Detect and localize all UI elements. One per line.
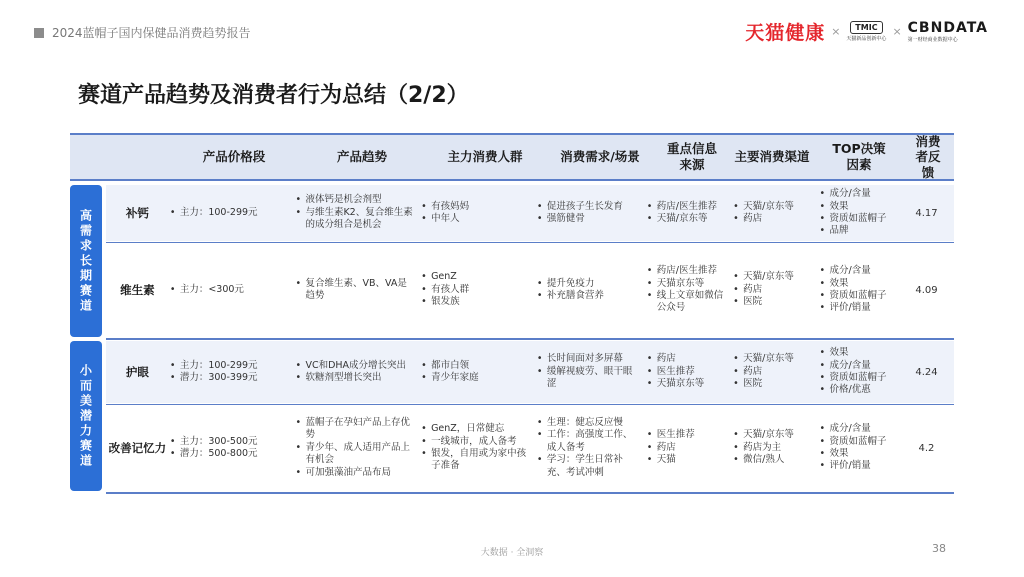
bullet-item: • 青少年、成人适用产品上有机会 bbox=[294, 442, 416, 467]
cell-need bbox=[536, 278, 646, 303]
bullet-item: • 银发族 bbox=[420, 296, 532, 308]
bullet-list bbox=[536, 201, 642, 226]
cell-crowd bbox=[420, 271, 536, 308]
bullet-item: • 效果 bbox=[819, 448, 899, 460]
cell-price bbox=[169, 284, 295, 296]
bullet-item: • 效果 bbox=[819, 347, 899, 359]
column-header: 主要消费渠道 bbox=[734, 149, 810, 165]
bullet-item: • 价格/优惠 bbox=[819, 384, 899, 396]
bullet-list bbox=[169, 360, 291, 385]
bullet-item: • 有孩妈妈 bbox=[420, 201, 532, 213]
bullet-item: • VC和DHA成分增长突出 bbox=[294, 360, 416, 372]
bullet-item: • 潜力：500-800元 bbox=[169, 448, 291, 460]
header-square-icon bbox=[34, 28, 44, 38]
cell-info bbox=[646, 353, 732, 390]
bullet-list bbox=[420, 201, 532, 226]
cell-info bbox=[646, 429, 732, 466]
bullet-item: • 成分/含量 bbox=[819, 360, 899, 372]
bullet-item: • 天猫京东等 bbox=[646, 378, 728, 390]
bullet-list bbox=[732, 429, 814, 466]
bullet-item: • 可加强藻油产品布局 bbox=[294, 467, 416, 479]
bullet-item: • 主力：100-299元 bbox=[169, 207, 291, 219]
bullet-item: • 效果 bbox=[819, 278, 899, 290]
cbndata-logo bbox=[908, 20, 988, 43]
bullet-item: • 医生推荐 bbox=[646, 366, 728, 378]
bullet-item: • 效果 bbox=[819, 201, 899, 213]
bullet-item: • 药店/医生推荐 bbox=[646, 265, 728, 277]
cell-channel bbox=[732, 201, 818, 226]
logo-separator: × bbox=[831, 25, 841, 38]
partner-logos bbox=[745, 18, 988, 45]
bullet-list bbox=[536, 278, 642, 303]
bullet-item: • 药店 bbox=[732, 366, 814, 378]
bullet-item: • 复合维生素、VB、VA是趋势 bbox=[294, 278, 416, 303]
bullet-item: • 医院 bbox=[732, 378, 814, 390]
cell-channel bbox=[732, 429, 818, 466]
bullet-item: • 中年人 bbox=[420, 213, 532, 225]
bullet-item: • 天猫/京东等 bbox=[732, 271, 814, 283]
bullet-item: • 资质如蓝帽子 bbox=[819, 290, 899, 302]
cell-feedback: 4.09 bbox=[915, 284, 938, 296]
table-header-row bbox=[70, 133, 954, 181]
bullet-item: • 缓解视疲劳、眼干眼涩 bbox=[536, 366, 642, 391]
cell-price bbox=[169, 360, 295, 385]
column-header: 消费者反馈 bbox=[915, 133, 941, 180]
bullet-item: • 一线城市，成人备考 bbox=[420, 436, 532, 448]
bullet-item: • 天猫/京东等 bbox=[646, 213, 728, 225]
bullet-list bbox=[536, 353, 642, 390]
tmic-logo bbox=[846, 21, 886, 42]
cell-need bbox=[536, 417, 646, 479]
bullet-list bbox=[294, 417, 416, 479]
bullet-list bbox=[732, 353, 814, 390]
bullet-item: • 成分/含量 bbox=[819, 188, 899, 200]
cell-price bbox=[169, 207, 295, 219]
bullet-item: • 软糖剂型增长突出 bbox=[294, 372, 416, 384]
bullet-item: • 药店 bbox=[646, 353, 728, 365]
bullet-list bbox=[294, 194, 416, 231]
summary-table bbox=[70, 133, 954, 486]
cell-crowd bbox=[420, 423, 536, 472]
bullet-item: • 主力：100-299元 bbox=[169, 360, 291, 372]
header-spacer bbox=[106, 135, 170, 179]
column-header: TOP决策因素 bbox=[832, 141, 886, 172]
cell-need bbox=[536, 353, 646, 390]
bullet-item: • 资质如蓝帽子 bbox=[819, 372, 899, 384]
bullet-item: • 品牌 bbox=[819, 225, 899, 237]
bullet-item: • 工作：高强度工作、成人备考 bbox=[536, 429, 642, 454]
bullet-list bbox=[420, 423, 532, 472]
cell-crowd bbox=[420, 360, 536, 385]
cell-info bbox=[646, 201, 732, 226]
bullet-item: • 学习：学生日常补充、考试冲刺 bbox=[536, 454, 642, 479]
cell-factors bbox=[819, 265, 903, 314]
bullet-item: • 药店为主 bbox=[732, 442, 814, 454]
column-header: 主力消费人群 bbox=[447, 149, 523, 165]
cell-trend bbox=[294, 417, 420, 479]
table-row bbox=[106, 185, 954, 241]
column-header: 消费需求/场景 bbox=[560, 149, 640, 165]
bullet-item: • 药店 bbox=[732, 213, 814, 225]
cell-price bbox=[169, 436, 295, 461]
bullet-item: • 强筋健骨 bbox=[536, 213, 642, 225]
bullet-list bbox=[819, 188, 899, 237]
bullet-list bbox=[420, 360, 532, 385]
bullet-item: • 补充膳食营养 bbox=[536, 290, 642, 302]
page-number: 38 bbox=[932, 542, 946, 555]
bullet-item: • 成分/含量 bbox=[819, 423, 899, 435]
cell-name: 护眼 bbox=[125, 364, 149, 379]
bullet-item: • 提升免疫力 bbox=[536, 278, 642, 290]
bullet-item: • 资质如蓝帽子 bbox=[819, 213, 899, 225]
bullet-item: • 青少年家庭 bbox=[420, 372, 532, 384]
bullet-item: • 潜力：300-399元 bbox=[169, 372, 291, 384]
cell-name: 补钙 bbox=[125, 205, 149, 220]
bullet-item: • 药店 bbox=[646, 442, 728, 454]
bullet-list bbox=[294, 360, 416, 385]
cell-factors bbox=[819, 188, 903, 237]
cell-info bbox=[646, 265, 732, 314]
bullet-item: • 生理：健忘反应慢 bbox=[536, 417, 642, 429]
bullet-list bbox=[819, 265, 899, 314]
bullet-item: • 资质如蓝帽子 bbox=[819, 436, 899, 448]
bullet-item: • 成分/含量 bbox=[819, 265, 899, 277]
cbndata-subtitle: 第一财经商业数据中心 bbox=[907, 37, 958, 43]
column-header: 产品价格段 bbox=[202, 149, 266, 165]
bullet-item: • 有孩人群 bbox=[420, 284, 532, 296]
table-row bbox=[106, 243, 954, 337]
bullet-list bbox=[169, 436, 291, 461]
bullet-item: • 都市白领 bbox=[420, 360, 532, 372]
footer-slogan: 大数据 · 全洞察 bbox=[480, 548, 544, 558]
cell-crowd bbox=[420, 201, 536, 226]
bullet-list bbox=[294, 278, 416, 303]
bullet-list bbox=[646, 201, 728, 226]
bullet-list bbox=[420, 271, 532, 308]
bullet-item: • 天猫/京东等 bbox=[732, 201, 814, 213]
tmic-badge: TMIC bbox=[850, 21, 882, 34]
bullet-item: • GenZ bbox=[420, 271, 532, 283]
cell-trend bbox=[294, 360, 420, 385]
report-title: 2024蓝帽子国内保健品消费趋势报告 bbox=[52, 26, 251, 40]
bullet-list bbox=[646, 265, 728, 314]
bullet-item: • 天猫/京东等 bbox=[732, 429, 814, 441]
group-divider bbox=[106, 338, 954, 340]
bullet-item: • 微信/熟人 bbox=[732, 454, 814, 466]
column-header: 产品趋势 bbox=[336, 149, 387, 165]
bullet-list bbox=[169, 284, 291, 296]
cell-channel bbox=[732, 271, 818, 308]
bullet-item: • 长时间面对多屏幕 bbox=[536, 353, 642, 365]
table-body bbox=[70, 181, 954, 486]
bullet-item: • 天猫 bbox=[646, 454, 728, 466]
bullet-item: • 银发，自用或为家中孩子准备 bbox=[420, 448, 532, 473]
cell-need bbox=[536, 201, 646, 226]
bullet-item: • 主力：<300元 bbox=[169, 284, 291, 296]
tmall-health-logo: 天猫健康 bbox=[745, 22, 826, 44]
logo-separator: × bbox=[892, 25, 902, 38]
bullet-list bbox=[732, 201, 814, 226]
bullet-list bbox=[732, 271, 814, 308]
bullet-item: • 蓝帽子在孕妇产品上存优势 bbox=[294, 417, 416, 442]
cell-factors bbox=[819, 347, 903, 396]
group-label-text: 小而美潜力赛道 bbox=[78, 363, 93, 469]
cell-name: 改善记忆力 bbox=[108, 440, 167, 455]
group-label bbox=[70, 341, 102, 491]
cell-channel bbox=[732, 353, 818, 390]
bullet-item: • 促进孩子生长发育 bbox=[536, 201, 642, 213]
bullet-list bbox=[819, 347, 899, 396]
group-divider bbox=[106, 492, 954, 494]
group-label-text: 高需求长期赛道 bbox=[78, 208, 93, 314]
page-title: 赛道产品趋势及消费者行为总结（2/2） bbox=[78, 83, 469, 108]
table-row bbox=[106, 341, 954, 403]
cbndata-wordmark: CBNDATA bbox=[907, 20, 988, 36]
cell-feedback: 4.24 bbox=[915, 366, 938, 378]
cell-name: 维生素 bbox=[120, 282, 155, 297]
bullet-item: • 液体钙是机会剂型 bbox=[294, 194, 416, 206]
cell-feedback: 4.2 bbox=[918, 442, 935, 454]
bullet-list bbox=[646, 429, 728, 466]
bullet-item: • 与维生素K2、复合维生素的成分组合是机会 bbox=[294, 207, 416, 232]
bullet-list bbox=[819, 423, 899, 472]
bullet-item: • 医院 bbox=[732, 296, 814, 308]
report-header bbox=[34, 24, 251, 41]
group-label bbox=[70, 185, 102, 337]
cell-feedback: 4.17 bbox=[915, 207, 938, 219]
bullet-list bbox=[536, 417, 642, 479]
bullet-item: • 评价/销量 bbox=[819, 302, 899, 314]
table-row bbox=[106, 405, 954, 491]
cell-trend bbox=[294, 194, 420, 231]
cell-trend bbox=[294, 278, 420, 303]
bullet-item: • 评价/销量 bbox=[819, 460, 899, 472]
bullet-item: • 天猫京东等 bbox=[646, 278, 728, 290]
bullet-list bbox=[646, 353, 728, 390]
bullet-item: • 天猫/京东等 bbox=[732, 353, 814, 365]
bullet-list bbox=[169, 207, 291, 219]
cell-factors bbox=[819, 423, 903, 472]
tmic-subtitle: 天猫新品创新中心 bbox=[846, 36, 887, 42]
column-header: 重点信息来源 bbox=[666, 141, 717, 172]
bullet-item: • 药店 bbox=[732, 284, 814, 296]
header-spacer bbox=[70, 135, 106, 179]
bullet-item: • 主力：300-500元 bbox=[169, 436, 291, 448]
bullet-item: • GenZ，日常健忘 bbox=[420, 423, 532, 435]
bullet-item: • 医生推荐 bbox=[646, 429, 728, 441]
bullet-item: • 药店/医生推荐 bbox=[646, 201, 728, 213]
bullet-item: • 线上文章如微信公众号 bbox=[646, 290, 728, 315]
